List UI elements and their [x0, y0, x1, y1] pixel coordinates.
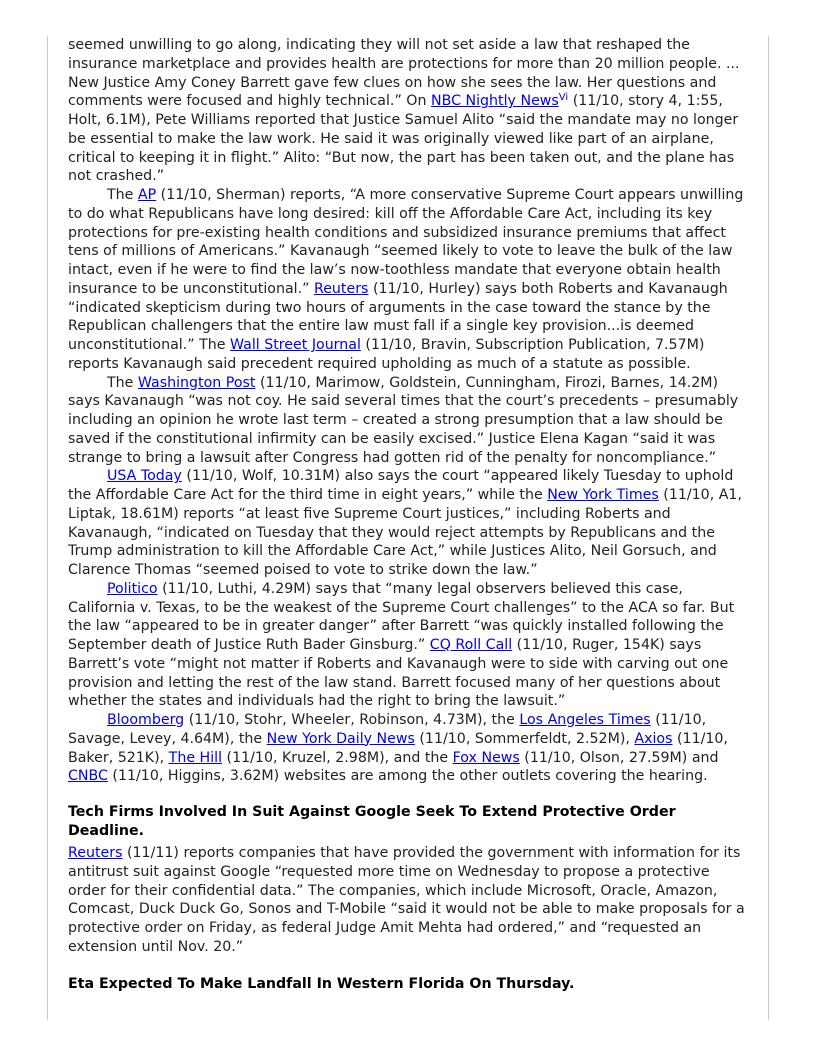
headline-eta-landfall: Eta Expected To Make Landfall In Western Florida On Thursday.: [68, 975, 575, 992]
link-fox-news[interactable]: Fox News: [452, 749, 520, 766]
link-cq-roll-call[interactable]: CQ Roll Call: [429, 637, 513, 653]
link-cnbc[interactable]: CNBC: [68, 768, 108, 785]
paragraph-other-outlets: Bloomberg (11/10, Stohr, Wheeler, Robinson, 4.73M), the Los Angeles Times (11/10, Savage, Levey, 4.64M), the New York Daily News (11/10, Sommerfeldt, 2.52M), Axios (11/10, Baker, 521K), The Hill (11/10, Kruzel, 2.98M), and the Fox News (11/10, Olson, 27.59M) and CNBC (11/10, Higgins, 3.62M) websites are among the other outlets covering the hearing.: [68, 712, 728, 785]
paragraph-supreme-court-continued: seemed unwilling to go along, indicating they will not set aside a law that reshaped the insurance marketplace and provides health are protections for more than 20 million people. ... New Justice Amy Coney Barrett gave few clues on how she sees the law. Her questions and comments were focused and highly technical.” On NBC Nightly News$^{Vi}$ (11/10, story 4, 1:55, Holt, 6.1M), Pete Williams reported that Justice Samuel Alito “said the mandate may no longer be essential to make the law work. He said it was originally viewed like part of an airplane, critical to keeping it in flight.” Alito: “But now, the part has been taken out, and the plane has not crashed.”: [68, 37, 740, 185]
link-new-york-times[interactable]: New York Times: [547, 487, 659, 503]
link-usa-today[interactable]: USA Today: [107, 468, 182, 485]
link-reuters-google[interactable]: Reuters: [68, 845, 123, 861]
paragraph-politico: Politico (11/10, Luthi, 4.29M) says that “many legal observers believed this case, California v. Texas, to be the weakest of the Supreme Court challenges” to the ACA so far. But the law “appeared to be in greater danger” after Barrett “was quickly installed following the September death of Justice Ruth Bader Ginsburg.” CQ Roll Call (11/10, Ruger, 154K) says Barrett’s vote “might not matter if Roberts and Kavanaugh were to side with carving out one provision and letting the rest of the law stand. Barrett focused many of her questions about whether the states and individuals had the right to bring the lawsuit.”: [68, 580, 735, 710]
link-nbc-nightly-news[interactable]: NBC Nightly News: [430, 93, 559, 110]
headline-tech-firms-google-suit: Tech Firms Involved In Suit Against Google Seek To Extend Protective Order Deadline.: [68, 804, 676, 839]
link-reuters[interactable]: Reuters: [313, 280, 369, 297]
paragraph-usa-today: USA Today (11/10, Wolf, 10.31M) also says the court “appeared likely Tuesday to uphold the Affordable Care Act for the third time in eight years,” while the New York Times (11/10, A1, Liptak, 18.61M) reports “at least five Supreme Court justices,” including Roberts and Kavanaugh, “indicated on Tuesday that they would reject attempts by Republicans and the Trump administration to kill the Affordable Care Act,” while Justices Alito, Neil Gorsuch, and Clarence Thomas “seemed poised to vote to strike down the law.”: [68, 468, 742, 578]
paragraph-ap: The AP (11/10, Sherman) reports, “A more conservative Supreme Court appears unwilling to do what Republicans have long desired: kill off the Affordable Care Act, including its key protections for pre-existing health conditions and subsidized insurance premiums that affect tens of millions of Americans.” Kavanaugh “seemed likely to vote to leave the bulk of the law intact, even if he were to find the law’s now-toothless mandate that everyone obtain health insurance to be unconstitutional.” Reuters (11/10, Hurley) says both Roberts and Kavanaugh “indicated skepticism during two hours of arguments in the case toward the stance by the Republican challengers that the entire law must fall if a single key provision...is deemed unconstitutional.” The Wall Street Journal (11/10, Bravin, Subscription Publication, 7.57M) reports Kavanaugh said precedent required upholding as much of a statute as possible.: [68, 187, 744, 372]
link-washington-post[interactable]: Washington Post: [137, 374, 256, 391]
right-margin-rule: [768, 36, 769, 1020]
paragraph-reuters-google: Reuters (11/11) reports companies that have provided the government with information for its antitrust suit against Google “requested more time on Wednesday to propose a protective order for their confidential data.” The companies, which include Microsoft, Oracle, Amazon, Comcast, Duck Duck Go, Sonos and T-Mobile “said it would not be able to make proposals for a protective order on Friday, as federal Judge Amit Mehta had ordered,” and “requested an extension until Nov. 20.”: [68, 845, 745, 955]
link-los-angeles-times[interactable]: Los Angeles Times: [519, 712, 651, 728]
document-page: [68, 36, 750, 997]
link-bloomberg[interactable]: Bloomberg: [107, 712, 185, 728]
link-ap[interactable]: AP: [137, 187, 157, 203]
link-axios[interactable]: Axios: [634, 730, 673, 747]
paragraph-washington-post: The Washington Post (11/10, Marimow, Goldstein, Cunningham, Firozi, Barnes, 14.2M) says Kavanaugh “was not coy. He said several times that the court’s precedents – presumably including an opinion he wrote last term – created a strong presumption that a law should be saved if the constitutional infirmity can be easily excised.” Justice Elena Kagan “said it was strange to bring a lawsuit after Congress had gotten rid of the penalty for noncompliance.”: [68, 374, 739, 466]
link-the-hill[interactable]: The Hill: [168, 749, 223, 766]
link-wall-street-journal[interactable]: Wall Street Journal: [230, 337, 361, 353]
link-politico[interactable]: Politico: [107, 580, 158, 597]
left-margin-rule: [47, 36, 48, 1020]
video-marker[interactable]: Vi: [558, 92, 569, 104]
link-new-york-daily-news[interactable]: New York Daily News: [266, 730, 415, 747]
